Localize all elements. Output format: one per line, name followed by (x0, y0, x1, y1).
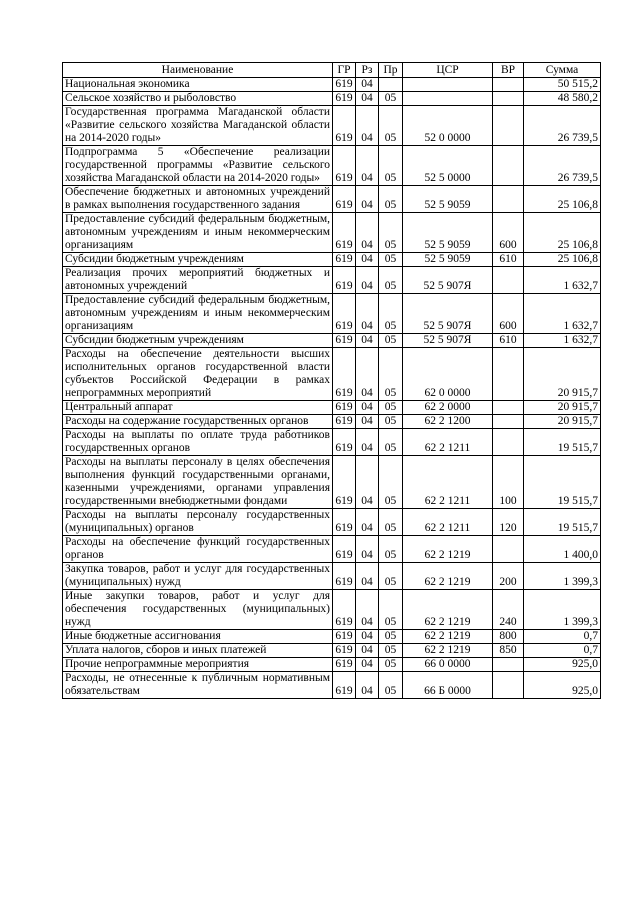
cell-rz: 04 (356, 563, 379, 590)
table-row (63, 334, 601, 348)
cell-gr: 619 (333, 644, 356, 658)
cell-rz: 04 (356, 415, 379, 429)
cell-rz: 04 (356, 213, 379, 253)
cell-gr: 619 (333, 334, 356, 348)
cell-rz: 04 (356, 253, 379, 267)
table-row (63, 456, 601, 509)
cell-name: Расходы на выплаты по оплате труда работников государственных органов (63, 429, 333, 456)
cell-pr: 05 (379, 106, 403, 146)
cell-gr: 619 (333, 186, 356, 213)
cell-vr (493, 106, 524, 146)
cell-name: Расходы на выплаты персоналу государственных (муниципальных) органов (63, 509, 333, 536)
cell-csr: 62 2 1219 (403, 536, 493, 563)
table-row (63, 415, 601, 429)
cell-vr: 800 (493, 630, 524, 644)
cell-vr (493, 146, 524, 186)
cell-rz: 04 (356, 509, 379, 536)
cell-rz: 04 (356, 106, 379, 146)
cell-sum: 20 915,7 (524, 415, 601, 429)
cell-csr: 62 2 1211 (403, 456, 493, 509)
cell-csr: 62 2 1200 (403, 415, 493, 429)
cell-sum: 19 515,7 (524, 429, 601, 456)
header-pr: Пр (379, 63, 403, 78)
table-row (63, 658, 601, 672)
cell-csr: 52 5 9059 (403, 253, 493, 267)
cell-gr: 619 (333, 146, 356, 186)
cell-sum: 25 106,8 (524, 186, 601, 213)
cell-gr: 619 (333, 563, 356, 590)
header-gr: ГР (333, 63, 356, 78)
cell-gr: 619 (333, 78, 356, 92)
table-row (63, 630, 601, 644)
table-row (63, 401, 601, 415)
cell-pr: 05 (379, 563, 403, 590)
cell-vr (493, 186, 524, 213)
cell-rz: 04 (356, 146, 379, 186)
cell-vr (493, 348, 524, 401)
cell-vr: 600 (493, 294, 524, 334)
cell-vr (493, 401, 524, 415)
cell-name: Подпрограмма 5 «Обеспечение реализации государственной программы «Развитие сельского хозяйства Магаданской области на 2014-2020 годы» (63, 146, 333, 186)
cell-sum: 26 739,5 (524, 146, 601, 186)
table-row (63, 213, 601, 253)
cell-pr: 05 (379, 429, 403, 456)
cell-vr: 120 (493, 509, 524, 536)
cell-rz: 04 (356, 672, 379, 699)
header-sum: Сумма (524, 63, 601, 78)
cell-name: Расходы, не отнесенные к публичным нормативным обязательствам (63, 672, 333, 699)
cell-rz: 04 (356, 78, 379, 92)
cell-gr: 619 (333, 429, 356, 456)
cell-csr: 62 2 1219 (403, 644, 493, 658)
cell-pr: 05 (379, 253, 403, 267)
header-csr: ЦСР (403, 63, 493, 78)
cell-sum: 26 739,5 (524, 106, 601, 146)
cell-gr: 619 (333, 658, 356, 672)
cell-pr: 05 (379, 415, 403, 429)
cell-name: Обеспечение бюджетных и автономных учреждений в рамках выполнения государственного задания (63, 186, 333, 213)
cell-csr: 62 2 1219 (403, 563, 493, 590)
cell-sum: 1 400,0 (524, 536, 601, 563)
cell-name: Предоставление субсидий федеральным бюджетным, автономным учреждениям и иным некоммерческим организациям (63, 294, 333, 334)
header-vr: ВР (493, 63, 524, 78)
cell-sum: 1 632,7 (524, 334, 601, 348)
cell-rz: 04 (356, 267, 379, 294)
cell-name: Расходы на содержание государственных органов (63, 415, 333, 429)
cell-vr: 240 (493, 590, 524, 630)
budget-table (62, 62, 601, 699)
cell-name: Предоставление субсидий федеральным бюджетным, автономным учреждениям и иным некоммерческим организациям (63, 213, 333, 253)
cell-vr: 100 (493, 456, 524, 509)
cell-vr: 200 (493, 563, 524, 590)
cell-rz: 04 (356, 334, 379, 348)
cell-gr: 619 (333, 672, 356, 699)
cell-name: Закупка товаров, работ и услуг для государственных (муниципальных) нужд (63, 563, 333, 590)
cell-vr: 600 (493, 213, 524, 253)
cell-sum: 0,7 (524, 630, 601, 644)
cell-rz: 04 (356, 456, 379, 509)
cell-csr: 52 5 907Я (403, 267, 493, 294)
cell-gr: 619 (333, 630, 356, 644)
table-row (63, 563, 601, 590)
cell-pr: 05 (379, 213, 403, 253)
cell-sum: 1 399,3 (524, 563, 601, 590)
cell-pr: 05 (379, 267, 403, 294)
cell-sum: 25 106,8 (524, 213, 601, 253)
cell-name: Прочие непрограммные мероприятия (63, 658, 333, 672)
cell-gr: 619 (333, 509, 356, 536)
cell-name: Центральный аппарат (63, 401, 333, 415)
cell-name: Расходы на обеспечение деятельности высших исполнительных органов государственной власти субъектов Российской Федерации в рамках непрограммных мероприятий (63, 348, 333, 401)
table-row (63, 590, 601, 630)
table-row (63, 78, 601, 92)
table-row (63, 186, 601, 213)
cell-pr (379, 78, 403, 92)
cell-gr: 619 (333, 253, 356, 267)
cell-csr: 66 0 0000 (403, 658, 493, 672)
cell-sum: 925,0 (524, 672, 601, 699)
cell-csr: 52 5 907Я (403, 334, 493, 348)
cell-csr (403, 92, 493, 106)
cell-vr (493, 536, 524, 563)
cell-pr: 05 (379, 536, 403, 563)
table-row (63, 429, 601, 456)
cell-vr (493, 658, 524, 672)
cell-sum: 25 106,8 (524, 253, 601, 267)
cell-pr: 05 (379, 401, 403, 415)
cell-rz: 04 (356, 429, 379, 456)
cell-pr: 05 (379, 630, 403, 644)
cell-gr: 619 (333, 536, 356, 563)
cell-name: Субсидии бюджетным учреждениям (63, 334, 333, 348)
cell-rz: 04 (356, 644, 379, 658)
cell-pr: 05 (379, 456, 403, 509)
table-row (63, 294, 601, 334)
cell-csr: 52 0 0000 (403, 106, 493, 146)
cell-gr: 619 (333, 401, 356, 415)
header-name: Наименование (63, 63, 333, 78)
cell-csr: 66 Б 0000 (403, 672, 493, 699)
cell-vr (493, 92, 524, 106)
cell-sum: 1 399,3 (524, 590, 601, 630)
cell-pr: 05 (379, 672, 403, 699)
cell-sum: 48 580,2 (524, 92, 601, 106)
table-row (63, 536, 601, 563)
cell-csr: 62 2 1211 (403, 429, 493, 456)
cell-sum: 1 632,7 (524, 294, 601, 334)
cell-csr: 62 2 1211 (403, 509, 493, 536)
cell-name: Государственная программа Магаданской области «Развитие сельского хозяйства Магаданской области на 2014-2020 годы» (63, 106, 333, 146)
cell-name: Уплата налогов, сборов и иных платежей (63, 644, 333, 658)
cell-name: Сельское хозяйство и рыболовство (63, 92, 333, 106)
cell-rz: 04 (356, 590, 379, 630)
cell-sum: 0,7 (524, 644, 601, 658)
cell-sum: 925,0 (524, 658, 601, 672)
cell-gr: 619 (333, 92, 356, 106)
cell-gr: 619 (333, 456, 356, 509)
table-row (63, 267, 601, 294)
cell-name: Субсидии бюджетным учреждениям (63, 253, 333, 267)
cell-pr: 05 (379, 334, 403, 348)
table-row (63, 146, 601, 186)
cell-rz: 04 (356, 658, 379, 672)
cell-rz: 04 (356, 630, 379, 644)
table-row (63, 106, 601, 146)
cell-pr: 05 (379, 92, 403, 106)
cell-csr: 52 5 9059 (403, 186, 493, 213)
cell-name: Иные закупки товаров, работ и услуг для обеспечения государственных (муниципальных) нужд (63, 590, 333, 630)
cell-pr: 05 (379, 186, 403, 213)
table-row (63, 672, 601, 699)
cell-sum: 50 515,2 (524, 78, 601, 92)
cell-sum: 19 515,7 (524, 456, 601, 509)
cell-gr: 619 (333, 267, 356, 294)
cell-vr: 610 (493, 253, 524, 267)
cell-pr: 05 (379, 146, 403, 186)
table-header-row (63, 63, 601, 78)
table-row (63, 509, 601, 536)
cell-sum: 19 515,7 (524, 509, 601, 536)
table-row (63, 92, 601, 106)
table-row (63, 253, 601, 267)
cell-csr: 62 2 1219 (403, 590, 493, 630)
cell-pr: 05 (379, 590, 403, 630)
cell-pr: 05 (379, 294, 403, 334)
cell-csr: 52 5 907Я (403, 294, 493, 334)
cell-gr: 619 (333, 106, 356, 146)
cell-rz: 04 (356, 348, 379, 401)
header-rz: Рз (356, 63, 379, 78)
cell-name: Иные бюджетные ассигнования (63, 630, 333, 644)
cell-sum: 1 632,7 (524, 267, 601, 294)
cell-sum: 20 915,7 (524, 401, 601, 415)
cell-vr (493, 267, 524, 294)
cell-pr: 05 (379, 658, 403, 672)
cell-csr: 62 0 0000 (403, 348, 493, 401)
cell-pr: 05 (379, 348, 403, 401)
cell-rz: 04 (356, 294, 379, 334)
cell-gr: 619 (333, 348, 356, 401)
cell-name: Национальная экономика (63, 78, 333, 92)
cell-vr (493, 672, 524, 699)
cell-vr (493, 415, 524, 429)
cell-csr: 62 2 0000 (403, 401, 493, 415)
cell-csr: 52 5 0000 (403, 146, 493, 186)
cell-rz: 04 (356, 536, 379, 563)
cell-name: Расходы на обеспечение функций государственных органов (63, 536, 333, 563)
cell-gr: 619 (333, 590, 356, 630)
cell-vr (493, 78, 524, 92)
cell-gr: 619 (333, 415, 356, 429)
cell-pr: 05 (379, 509, 403, 536)
table-row (63, 644, 601, 658)
cell-gr: 619 (333, 294, 356, 334)
table-row (63, 348, 601, 401)
cell-pr: 05 (379, 644, 403, 658)
cell-vr: 610 (493, 334, 524, 348)
cell-csr (403, 78, 493, 92)
cell-rz: 04 (356, 186, 379, 213)
cell-csr: 52 5 9059 (403, 213, 493, 253)
cell-rz: 04 (356, 92, 379, 106)
cell-gr: 619 (333, 213, 356, 253)
cell-name: Расходы на выплаты персоналу в целях обеспечения выполнения функций государственными органами, казенными учреждениями, органами управления государственными внебюджетными фондами (63, 456, 333, 509)
cell-rz: 04 (356, 401, 379, 415)
cell-vr (493, 429, 524, 456)
cell-csr: 62 2 1219 (403, 630, 493, 644)
cell-vr: 850 (493, 644, 524, 658)
cell-sum: 20 915,7 (524, 348, 601, 401)
cell-name: Реализация прочих мероприятий бюджетных и автономных учреждений (63, 267, 333, 294)
